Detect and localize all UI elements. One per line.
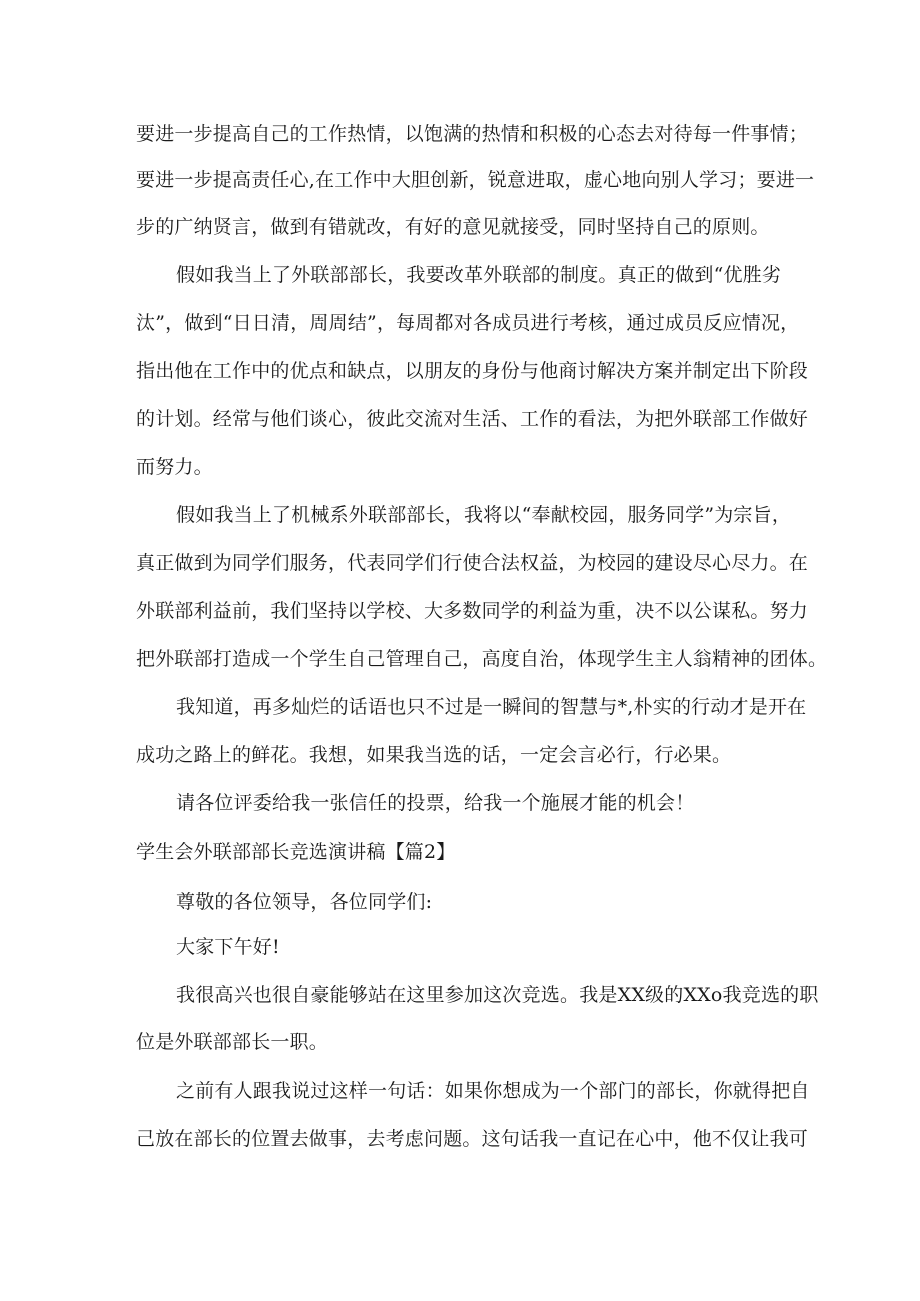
text-line-17: 尊敬的各位领导，各位同学们: — [176, 891, 433, 913]
text-line-11: 外联部利益前，我们坚持以学校、大多数同学的利益为重，决不以公谋私。努力 — [136, 600, 809, 622]
text-line-5: 汰”，做到“日日清，周周结”，每周都对各成员进行考核，通过成员反应情况， — [136, 312, 800, 334]
text-line-22: 己放在部长的位置去做事，去考虑问题。这句话我一直记在心中，他不仅让我可 — [136, 1128, 809, 1150]
text-line-12: 把外联部打造成一个学生自己管理自己，高度自治，体现学生主人翁精神的团体。 — [136, 648, 828, 670]
section-heading: 学生会外联部部长竞选演讲稿【篇2】 — [136, 841, 456, 863]
text-line-21: 之前有人跟我说过这样一句话：如果你想成为一个部门的部长，你就得把自 — [176, 1080, 810, 1102]
text-line-13: 我知道，再多灿烂的话语也只不过是一瞬间的智慧与*,朴实的行动才是开在 — [176, 696, 807, 718]
text-line-4: 假如我当上了外联部部长，我要改革外联部的制度。真正的做到“优胜劣 — [176, 264, 782, 286]
text-line-3: 步的广纳贤言，做到有错就改，有好的意见就接受，同时坚持自己的原则。 — [136, 216, 770, 238]
text-line-18: 大家下午好! — [176, 936, 280, 958]
text-line-19: 我很高兴也很自豪能够站在这里参加这次竞选。我是XX级的XXo我竞选的职 — [176, 984, 819, 1006]
text-line-20: 位是外联部部长一职。 — [136, 1031, 329, 1053]
text-line-15: 请各位评委给我一张信任的投票，给我一个施展才能的机会！ — [176, 792, 695, 814]
text-line-1: 要进一步提高自己的工作热情，以饱满的热情和积极的心态去对待每一件事情； — [136, 123, 809, 145]
text-line-2: 要进一步提高责任心,在工作中大胆创新，锐意进取，虚心地向别人学习；要进一 — [136, 169, 815, 191]
text-line-10: 真正做到为同学们服务，代表同学们行使合法权益，为校园的建设尽心尽力。在 — [136, 552, 809, 574]
text-line-6: 指出他在工作中的优点和缺点，以朋友的身份与他商讨解决方案并制定出下阶段 — [136, 360, 809, 382]
text-line-8: 而努力。 — [136, 456, 213, 478]
text-line-7: 的计划。经常与他们谈心，彼此交流对生活、工作的看法，为把外联部工作做好 — [136, 408, 809, 430]
text-line-14: 成功之路上的鲜花。我想，如果我当选的话，一定会言必行，行必果。 — [136, 744, 732, 766]
text-line-9: 假如我当上了机械系外联部部长，我将以“奉献校园，服务同学”为宗旨， — [176, 504, 792, 526]
